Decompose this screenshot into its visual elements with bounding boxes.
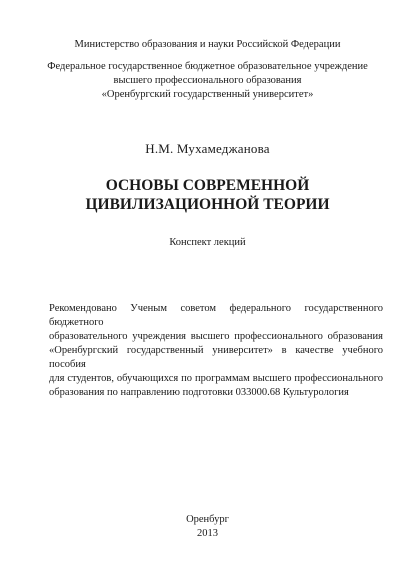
- recommendation-line: образовательного учреждения высшего профессионального образования: [49, 331, 383, 342]
- book-subtitle: Конспект лекций: [169, 237, 246, 248]
- title-line: ЦИВИЛИЗАЦИОННОЙ ТЕОРИИ: [85, 196, 330, 213]
- recommendation-paragraph: [49, 302, 383, 400]
- title-line: ОСНОВЫ СОВРЕМЕННОЙ: [105, 177, 310, 194]
- recommendation-line: «Оренбургский государственный университет» в качестве учебного пособия: [49, 345, 383, 370]
- author-name: Н.М. Мухамеджанова: [145, 141, 270, 156]
- recommendation-line: Рекомендовано Ученым советом федерального государственного бюджетного: [49, 303, 383, 328]
- institution-line: «Оренбургский государственный университет»: [101, 89, 314, 100]
- publication-city: Оренбург: [186, 514, 229, 525]
- recommendation-line: образования по направлению подготовки 033000.68 Культурология: [49, 387, 349, 398]
- institution-line: высшего профессионального образования: [113, 75, 302, 86]
- publication-year: 2013: [197, 528, 218, 539]
- ministry-name: Министерство образования и науки Российской Федерации: [74, 39, 341, 50]
- book-title: [0, 176, 415, 214]
- institution-name: [0, 60, 415, 102]
- institution-line: Федеральное государственное бюджетное образовательное учреждение: [47, 61, 368, 72]
- recommendation-line: для студентов, обучающихся по программам высшего профессионального: [49, 373, 383, 384]
